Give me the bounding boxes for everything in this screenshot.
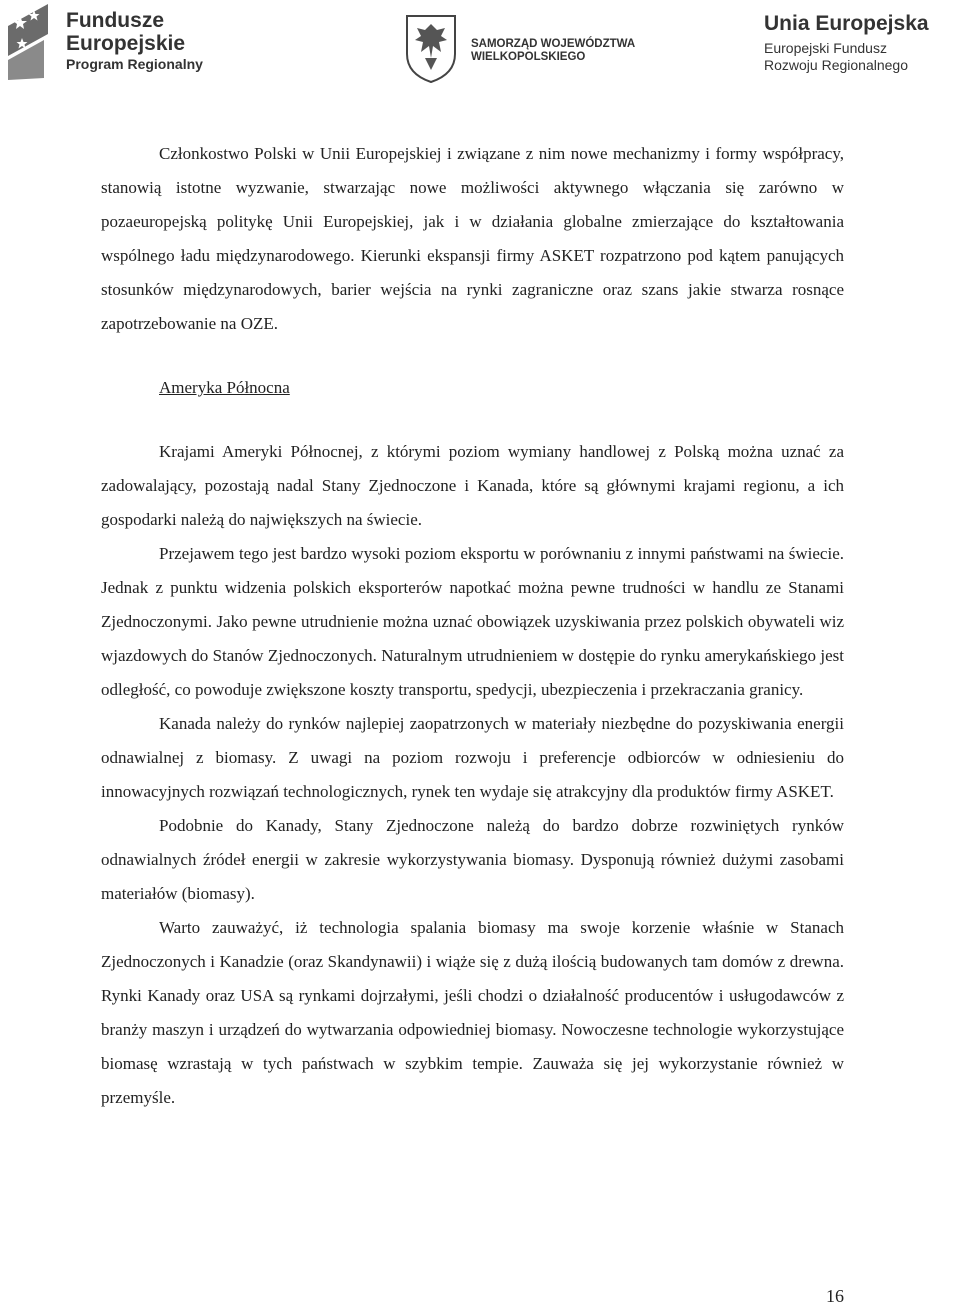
ue-logo <box>764 12 940 74</box>
logo-text-line3: Program Regionalny <box>66 56 203 72</box>
paragraph-3: Kanada należy do rynków najlepiej zaopatrzonych w materiały niezbędne do pozyskiwania energii odnawialnej z biomasy. Z uwagi na poziom rozwoju i preferencje odbiorców w odniesieniu do innowacyjnych rozwiązań technologicznych, rynek ten wydaje się atrakcyjny dla produktów firmy ASKET. <box>101 714 844 801</box>
logo-text-line1: Fundusze <box>66 9 164 32</box>
paragraph-1: Krajami Ameryki Północnej, z którymi poziom wymiany handlowej z Polską można uznać za zadowalający, pozostają nadal Stany Zjednoczone i Kanada, które są głównymi krajami regionu, a ich gospodarki należą do największych na świecie. <box>101 442 844 529</box>
logo-text-line2: Europejskie <box>66 32 186 55</box>
section-heading: Ameryka Północna <box>159 378 290 397</box>
ue-title: Unia Europejska <box>764 12 929 35</box>
funds-logo-icon <box>4 4 60 80</box>
fundusze-europejskie-logo <box>4 4 204 84</box>
paragraph-5: Warto zauważyć, iż technologia spalania biomasy ma swoje korzenie właśnie w Stanach Zjednoczonych i Kanadzie (oraz Skandynawii) i wiąże się z dużą ilością budowanych tam domów z drewna. Rynki Kanady oraz USA są rynkami dojrzałymi, jeśli chodzi o działalność producentów i usługodawców z branży maszyn i urządzeń do wytwarzania odpowiedniej biomasy. Nowoczesne technologie wykorzystujące biomasę wzrastają w tych państwach w szybkim tempie. Zauważa się jej wykorzystanie również w przemyśle. <box>101 918 844 1107</box>
paragraph-2: Przejawem tego jest bardzo wysoki poziom eksportu w porównaniu z innymi państwami na świecie. Jednak z punktu widzenia polskich eksporterów napotkać można pewne trudności w handlu ze Stanami Zjednoczonymi. Jako pewne utrudnienie można uznać obowiązek uzyskiwania przez polskich obywateli wiz wjazdowych do Stanów Zjednoczonych. Naturalnym utrudnieniem w dostępie do rynku amerykańskiego jest odległość, co powoduje zwiększone koszty transportu, spedycji, ubezpieczenia i przekraczania granicy. <box>101 544 844 699</box>
intro-paragraph: Członkostwo Polski w Unii Europejskiej i związane z nim nowe mechanizmy i formy współpracy, stanowią istotne wyzwanie, stwarzając nowe możliwości aktywnego włączania się zarówno w pozaeuropejską politykę Unii Europejskiej, jak i w działania globalne zmierzające do kształtowania wspólnego ładu międzynarodowego. Kierunki ekspansji firmy ASKET rozpatrzono pod kątem panujących stosunków międzynarodowych, barier wejścia na rynki zagraniczne oraz szans jakie stwarza rosnące zapotrzebowanie na OZE. <box>101 144 844 333</box>
samorzad-logo <box>403 14 643 84</box>
page-number: 16 <box>826 1286 844 1306</box>
document-body <box>101 137 844 1115</box>
paragraph-4: Podobnie do Kanady, Stany Zjednoczone należą do bardzo dobrze rozwiniętych rynków odnawialnych źródeł energii w zakresie wykorzystywania biomasy. Dysponują również dużymi zasobami materiałów (biomasy). <box>101 816 844 903</box>
page-header <box>0 0 960 95</box>
ue-subtitle-line2: Rozwoju Regionalnego <box>764 56 908 73</box>
samorzad-line2: WIELKOPOLSKIEGO <box>471 51 586 64</box>
samorzad-line1: SAMORZĄD WOJEWÓDZTWA <box>471 38 636 50</box>
eagle-crest-icon <box>403 14 459 84</box>
ue-subtitle-line1: Europejski Fundusz <box>764 40 887 56</box>
